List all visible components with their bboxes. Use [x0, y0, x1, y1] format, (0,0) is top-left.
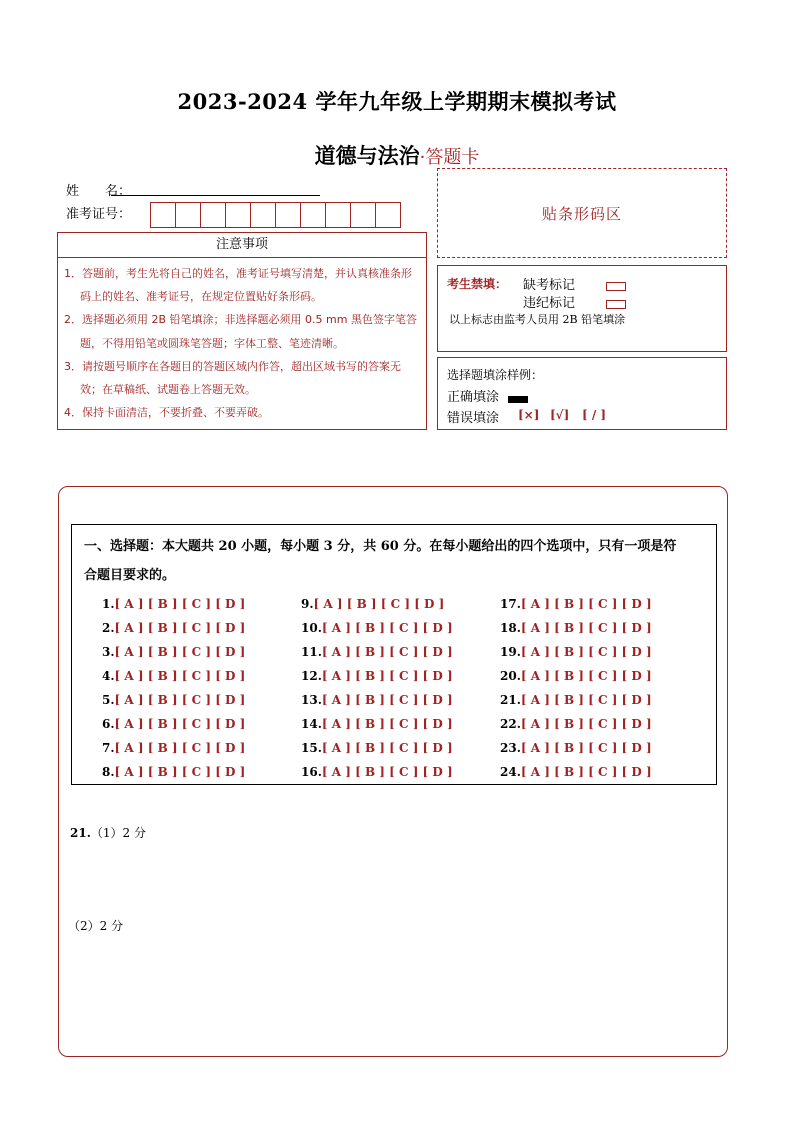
answer-options[interactable]: [ A ] [ B ] [ C ] [ D ] [321, 645, 453, 659]
id-digit-box[interactable] [150, 202, 176, 228]
question-number: 12. [301, 669, 322, 683]
answer-options[interactable]: [ A ] [ B ] [ C ] [ D ] [321, 693, 453, 707]
question-number: 3. [102, 645, 115, 659]
question-row [102, 741, 245, 755]
wrong-mark-cross: [×] [518, 408, 540, 422]
q21-part1 [70, 824, 146, 841]
id-digit-box[interactable] [325, 202, 351, 228]
subject-suffix: ·答题卡 [419, 147, 480, 168]
subject-name: 道德与法治 [314, 143, 420, 168]
question-row [102, 669, 245, 683]
id-digit-box[interactable] [250, 202, 276, 228]
question-number: 23. [500, 741, 521, 755]
question-number: 18. [500, 621, 521, 635]
question-number: 6. [102, 717, 115, 731]
mcq-instructions-line2: 合题目要求的。 [84, 568, 176, 583]
question-number: 22. [500, 717, 521, 731]
id-number-boxes [151, 202, 401, 228]
fill-sample-heading: 选择题填涂样例： [447, 368, 544, 382]
wrong-fill-label: 错误填涂 [447, 411, 500, 426]
answer-options[interactable]: [ A ] [ B ] [ C ] [ D ] [313, 597, 445, 611]
question-row [500, 621, 652, 635]
subject-title [0, 140, 794, 170]
question-row [102, 621, 245, 635]
filled-mark-sample [508, 389, 528, 408]
question-row [301, 597, 444, 611]
barcode-area [437, 168, 727, 258]
question-number: 2. [102, 621, 115, 635]
question-row [102, 645, 245, 659]
question-number: 20. [500, 669, 521, 683]
page-title: 2023-2024 学年九年级上学期期末模拟考试 [177, 89, 617, 114]
question-row [500, 741, 652, 755]
question-row [500, 597, 652, 611]
examiner-only-panel [437, 265, 727, 352]
answer-options[interactable]: [ A ] [ B ] [ C ] [ D ] [114, 741, 246, 755]
question-row [102, 717, 245, 731]
question-number: 21. [500, 693, 521, 707]
name-label: 姓 名： [66, 184, 132, 199]
id-label: 准考证号： [66, 207, 132, 222]
question-row [301, 741, 453, 755]
question-number: 15. [301, 741, 322, 755]
question-row [301, 765, 453, 779]
correct-fill-label: 正确填涂 [447, 390, 500, 405]
notice-item: 3．请按题号顺序在各题目的答题区域内作答，超出区域书写的答案无效；在草稿纸、试题卷上答题无效。 [64, 359, 401, 397]
answer-options[interactable]: [ A ] [ B ] [ C ] [ D ] [520, 621, 652, 635]
question-row [301, 621, 453, 635]
question-row [500, 669, 652, 683]
notice-heading: 注意事项 [58, 233, 426, 258]
barcode-label: 贴条形码区 [541, 204, 622, 223]
question-number: 9. [301, 597, 314, 611]
question-number: 19. [500, 645, 521, 659]
question-number: 17. [500, 597, 521, 611]
question-row [301, 669, 453, 683]
id-digit-box[interactable] [275, 202, 301, 228]
q21-part2-answer-area[interactable] [70, 940, 710, 1040]
answer-options[interactable]: [ A ] [ B ] [ C ] [ D ] [520, 669, 652, 683]
question-row [500, 645, 652, 659]
answer-options[interactable]: [ A ] [ B ] [ C ] [ D ] [321, 765, 453, 779]
q21-part2-label: （2）2 分 [68, 919, 124, 933]
question-row [500, 693, 652, 707]
answer-options[interactable]: [ A ] [ B ] [ C ] [ D ] [321, 621, 453, 635]
question-row [102, 597, 245, 611]
question-number: 13. [301, 693, 322, 707]
answer-options[interactable]: [ A ] [ B ] [ C ] [ D ] [114, 669, 246, 683]
answer-options[interactable]: [ A ] [ B ] [ C ] [ D ] [520, 741, 652, 755]
answer-options[interactable]: [ A ] [ B ] [ C ] [ D ] [114, 645, 246, 659]
question-row [500, 717, 652, 731]
answer-options[interactable]: [ A ] [ B ] [ C ] [ D ] [114, 621, 246, 635]
question-row [500, 765, 652, 779]
answer-options[interactable]: [ A ] [ B ] [ C ] [ D ] [321, 669, 453, 683]
answer-options[interactable]: [ A ] [ B ] [ C ] [ D ] [520, 717, 652, 731]
forbidden-label: 考生禁填： [447, 277, 508, 291]
question-number: 16. [301, 765, 322, 779]
question-number: 5. [102, 693, 115, 707]
q21-number: 21. [70, 826, 91, 840]
question-row [301, 717, 453, 731]
question-number: 8. [102, 765, 115, 779]
answer-options[interactable]: [ A ] [ B ] [ C ] [ D ] [520, 765, 652, 779]
id-digit-box[interactable] [200, 202, 226, 228]
question-number: 24. [500, 765, 521, 779]
question-number: 14. [301, 717, 322, 731]
notice-item: 1．答题前，考生先将自己的姓名，准考证号填写清楚，并认真核准条形码上的姓名、准考证号，在规定位置贴好条形码。 [64, 267, 412, 304]
notice-item: 2．选择题必须用 2B 铅笔填涂；非选择题必须用 0.5 mm 黑色签字笔答题，不得用铅笔或圆珠笔答题；字体工整、笔迹清晰。 [64, 313, 417, 350]
wrong-mark-check: [√] [550, 408, 570, 422]
answer-options[interactable]: [ A ] [ B ] [ C ] [ D ] [114, 597, 246, 611]
name-field[interactable] [111, 194, 320, 196]
absent-mark-label: 缺考标记 [523, 278, 576, 293]
absent-mark-box[interactable] [606, 276, 626, 295]
answer-options[interactable]: [ A ] [ B ] [ C ] [ D ] [321, 741, 453, 755]
question-number: 1. [102, 597, 115, 611]
answer-options[interactable]: [ A ] [ B ] [ C ] [ D ] [114, 765, 246, 779]
mcq-instructions-line1: 一、选择题：本大题共 20 小题，每小题 3 分，共 60 分。在每小题给出的四个选项中，只有一项是符 [84, 539, 677, 554]
question-number: 7. [102, 741, 115, 755]
question-number: 11. [301, 645, 322, 659]
q21-part1-label: （1）2 分 [90, 826, 146, 840]
answer-options[interactable]: [ A ] [ B ] [ C ] [ D ] [114, 693, 246, 707]
answer-options[interactable]: [ A ] [ B ] [ C ] [ D ] [520, 597, 652, 611]
id-digit-box[interactable] [175, 202, 201, 228]
id-digit-box[interactable] [350, 202, 376, 228]
fill-sample-panel [437, 357, 727, 430]
examiner-note: 以上标志由监考人员用 2B 铅笔填涂 [449, 313, 626, 326]
question-row [102, 765, 245, 779]
id-digit-box[interactable] [225, 202, 251, 228]
question-row [102, 693, 245, 707]
id-digit-box[interactable] [300, 202, 326, 228]
question-row [301, 645, 453, 659]
notice-panel [57, 232, 427, 430]
question-row [301, 693, 453, 707]
id-digit-box[interactable] [375, 202, 401, 228]
question-number: 10. [301, 621, 322, 635]
wrong-mark-slash: [ / ] [582, 408, 607, 422]
answer-options[interactable]: [ A ] [ B ] [ C ] [ D ] [321, 717, 453, 731]
answer-options[interactable]: [ A ] [ B ] [ C ] [ D ] [520, 645, 652, 659]
answer-options[interactable]: [ A ] [ B ] [ C ] [ D ] [114, 717, 246, 731]
question-number: 4. [102, 669, 115, 683]
answer-options[interactable]: [ A ] [ B ] [ C ] [ D ] [520, 693, 652, 707]
violation-mark-label: 违纪标记 [523, 296, 576, 311]
notice-item: 4．保持卡面清洁，不要折叠、不要弄破。 [64, 406, 269, 420]
q21-part1-answer-area[interactable] [70, 846, 710, 906]
